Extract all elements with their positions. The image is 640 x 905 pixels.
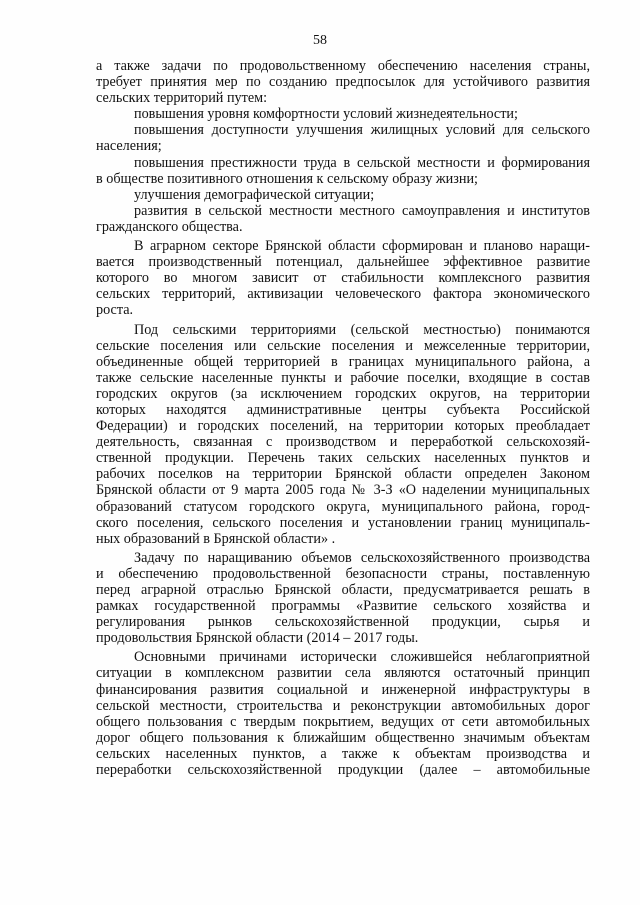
text-line: населения; bbox=[96, 138, 162, 155]
text-line: Основными причинами исторически сложившейся неблагоприятной bbox=[134, 649, 590, 666]
text-line: Под сельскими территориями (сельской местностью) понимаются bbox=[134, 321, 590, 338]
text-line: сельские поселения или сельские поселения и межселенные территории, bbox=[96, 337, 590, 354]
paragraph bbox=[96, 322, 590, 547]
text-line: рабочих поселков на территории Брянской области определен Законом bbox=[96, 466, 590, 483]
body-text bbox=[96, 58, 590, 778]
text-line: сельских территорий путем: bbox=[96, 90, 268, 107]
text-line: регулирования рынков сельскохозяйственной продукции, сырья и bbox=[96, 614, 590, 631]
paragraph bbox=[96, 238, 590, 318]
text-line: также сельские населенные пункты и рабочие поселки, входящие в состав bbox=[96, 369, 590, 386]
paragraph bbox=[96, 550, 590, 647]
text-line: перед аграрной отраслью Брянской области, предусматривается решать в bbox=[96, 582, 590, 598]
text-line: общего пользования с твердым покрытием, ведущих от сети автомобильных bbox=[96, 713, 590, 730]
text-line: роста. bbox=[96, 302, 134, 319]
text-line: сельских территорий, активизации человеческого фактора экономического bbox=[96, 286, 590, 303]
text-line: Брянской области от 9 марта 2005 года № 3-З «О наделении муниципальных bbox=[96, 482, 590, 499]
paragraph bbox=[96, 649, 590, 778]
text-line: повышения престижности труда в сельской местности и формирования bbox=[134, 154, 590, 171]
text-line: ского поселения, сельского поселения и установлении границ муниципаль- bbox=[96, 514, 590, 531]
text-line: городских округов (за исключением городских округов, на территории bbox=[96, 385, 590, 402]
text-line: образований статусом городского округа, муниципального района, город- bbox=[96, 498, 590, 515]
paragraph bbox=[96, 203, 590, 235]
text-line: ных образований в Брянской области» . bbox=[96, 530, 336, 547]
text-line: Задачу по наращиванию объемов сельскохозяйственного производства bbox=[134, 549, 590, 566]
paragraph bbox=[96, 122, 590, 154]
page-number: 58 bbox=[313, 33, 327, 48]
text-line: сельских населенных пунктов, а также к объектам производства и bbox=[96, 745, 590, 762]
text-line: объединенные общей территорией в границах муниципального района, а bbox=[96, 353, 590, 370]
text-line: которого во многом зависит от стабильности комплексного развития bbox=[96, 270, 590, 287]
text-line: вается производственный потенциал, дальнейшее эффективное развитие bbox=[96, 254, 590, 271]
text-line: финансирования развития социальной и инженерной инфраструктуры в bbox=[96, 681, 590, 698]
text-line: и обеспечению продовольственной безопасности страны, поставленную bbox=[96, 565, 590, 582]
text-line: повышения доступности улучшения жилищных условий для сельского bbox=[134, 122, 590, 139]
text-line: улучшения демографической ситуации; bbox=[134, 186, 375, 203]
text-line: деятельность, связанная с производством и переработкой сельскохозяй- bbox=[96, 434, 590, 451]
text-line: В аграрном секторе Брянской области сформирован и планово наращи- bbox=[134, 238, 590, 255]
text-line: а также задачи по продовольственному обеспечению населения страны, bbox=[96, 58, 590, 74]
text-line: переработки сельскохозяйственной продукции (далее – автомобильные bbox=[96, 762, 590, 779]
text-line: повышения уровня комфортности условий жизнедеятельности; bbox=[134, 106, 518, 123]
text-line: гражданского общества. bbox=[96, 218, 243, 235]
paragraph bbox=[96, 155, 590, 187]
text-line: рамках государственной программы «Развитие сельского хозяйства и bbox=[96, 598, 590, 615]
text-line: ственной продукции. Перечень таких сельских населенных пунктов и bbox=[96, 450, 590, 467]
text-line: в обществе позитивного отношения к сельскому образу жизни; bbox=[96, 170, 478, 187]
text-line: дорог общего пользования к ближайшим общественно значимым объектам bbox=[96, 729, 590, 746]
text-line: ситуации в комплексном развитии села являются остаточный принцип bbox=[96, 665, 590, 682]
text-line: требует принятия мер по созданию предпосылок для устойчивого развития bbox=[96, 74, 590, 91]
text-line: развития в сельской местности местного самоуправления и институтов bbox=[134, 202, 590, 219]
text-line: Федерации) и городских поселений, на территории которых преобладает bbox=[96, 418, 590, 435]
paragraph bbox=[96, 58, 590, 106]
paragraph bbox=[96, 187, 590, 203]
text-line: которых находятся административные центры субъекта Российской bbox=[96, 401, 590, 418]
text-line: сельской местности, строительства и реконструкции автомобильных дорог bbox=[96, 697, 590, 714]
text-line: продовольствия Брянской области (2014 – 2017 годы. bbox=[96, 630, 419, 647]
paragraph bbox=[96, 106, 590, 122]
